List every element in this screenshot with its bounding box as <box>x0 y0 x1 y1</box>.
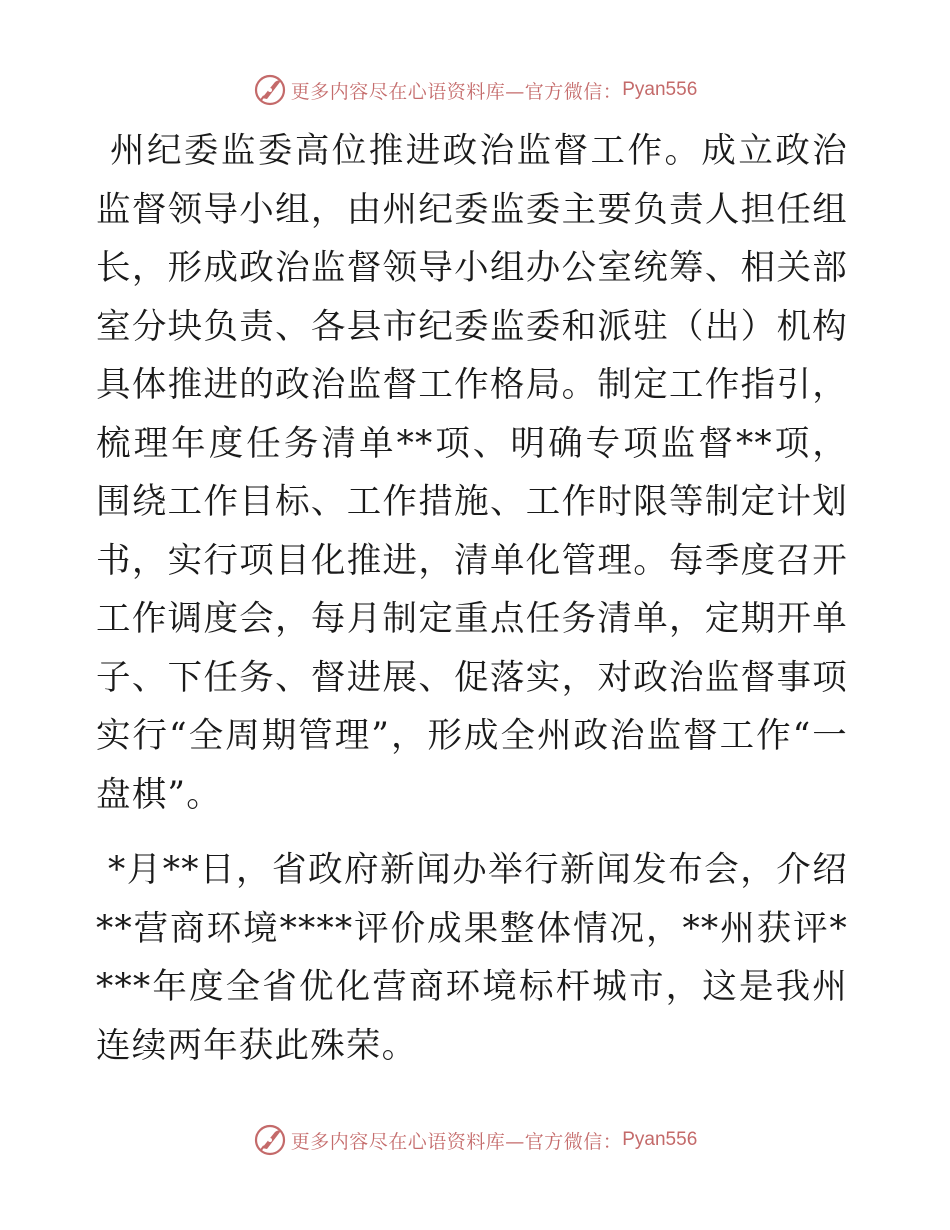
banner-text: 更多内容尽在心语资料库—官方微信： <box>290 1130 623 1153</box>
quill-pen-logo-icon <box>253 73 287 107</box>
header-banner <box>0 70 950 110</box>
footer-banner <box>0 1120 950 1160</box>
paragraph: *月**日，省政府新闻办举行新闻发布会，介绍**营商环境****评价成果整体情况，**州获评****年度全省优化营商环境标杆城市，这是我州连续两年获此殊荣。 <box>96 850 848 1066</box>
quill-pen-logo-icon <box>253 1123 287 1157</box>
banner-text: 更多内容尽在心语资料库—官方微信： <box>290 80 623 103</box>
paragraph: 州纪委监委高位推进政治监督工作。成立政治监督领导小组，由州纪委监委主要负责人担任组长，形成政治监督领导小组办公室统筹、相关部室分块负责、各县市纪委监委和派驻（出）机构具体推进的政治监督工作格局。制定工作指引，梳理年度任务清单**项、明确专项监督**项，围绕工作目标、工作措施、工作时限等制定计划书，实行项目化推进，清单化管理。每季度召开工作调度会，每月制定重点任务清单，定期开单子、下任务、督进展、促落实，对政治监督事项实行“全周期管理”，形成全州政治监督工作“一盘棋”。 <box>96 131 848 815</box>
wechat-account: Pyan556 <box>622 1129 698 1150</box>
document-body <box>96 122 848 1075</box>
wechat-account: Pyan556 <box>622 79 698 100</box>
